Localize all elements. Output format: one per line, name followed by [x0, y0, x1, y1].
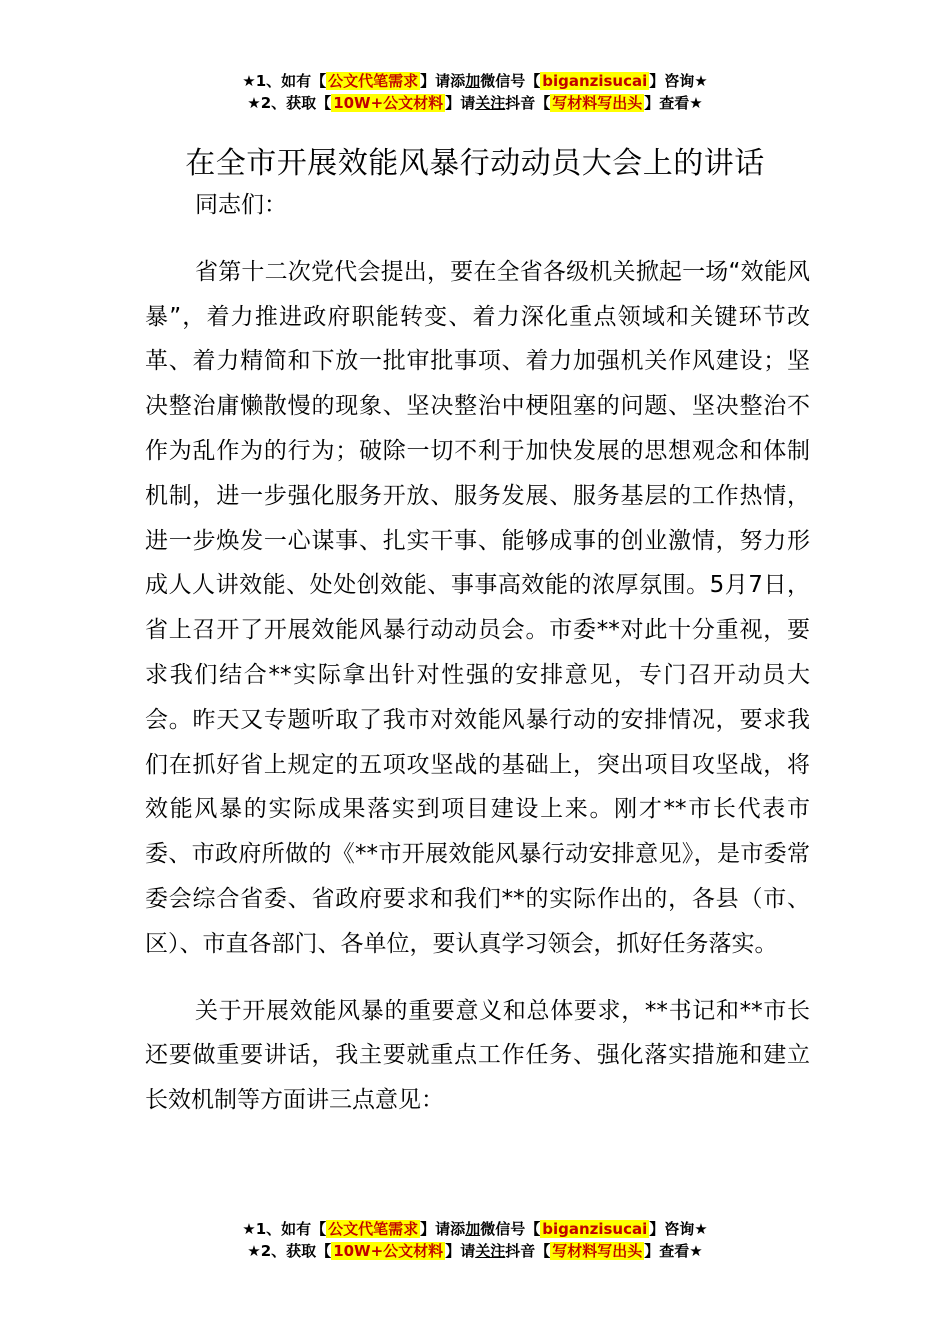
highlight-materials: 10W+公文材料 — [333, 1242, 444, 1260]
paragraph-1: 省第十二次党代会提出，要在全省各级机关掀起一场“效能风暴”，着力推进政府职能转变、着力深化重点领域和关键环节改革、着力精简和下放一批审批事项、着力加强机关作风建设；坚决整治庸懒散慢的现象、坚决整治中梗阻塞的问题、坚决整治不作为乱作为的行为；破除一切不利于加快发展的思想观念和体制机制，进一步强化服务开放、服务发展、服务基层的工作热情，进一步焕发一心谋事、扎实干事、能够成事的创业激情，努力形成人人讲效能、处处创效能、事事高效能的浓厚氛围。5月7日，省上召开了开展效能风暴行动动员会。市委**对此十分重视，要求我们结合**实际拿出针对性强的安排意见，专门召开动员大会。昨天又专题听取了我市对效能风暴行动的安排情况，要求我们在抓好省上规定的五项攻坚战的基础上，突出项目攻坚战，将效能风暴的实际成果落实到项目建设上来。刚才**市长代表市委、市政府所做的《**市开展效能风暴行动安排意见》，是市委常委会综合省委、省政府要求和我们**的实际作出的，各县（市、区）、市直各部门、各单位，要认真学习领会，抓好任务落实。 — [145, 258, 810, 957]
document-body — [145, 183, 810, 1145]
document-title: 在全市开展效能风暴行动动员大会上的讲话 — [185, 146, 765, 182]
highlight-ghostwriting: 公文代笔需求 — [328, 72, 419, 90]
promo-banner-bottom — [0, 1218, 950, 1262]
promo-line-2: ★2、获取【 10W+公文材料 】请关注抖音【 写材料写出头 】查看★ — [247, 1242, 703, 1260]
promo-line-2: ★2、获取【 10W+公文材料 】请关注抖音【 写材料写出头 】查看★ — [247, 94, 703, 112]
paragraph-2: 关于开展效能风暴的重要意义和总体要求，**书记和**市长还要做重要讲话，我主要就重点工作任务、强化落实措施和建立长效机制等方面讲三点意见： — [145, 997, 810, 1114]
promo-line-1: ★1、如有【 公文代笔需求 】请添加微信号【 biganzisucai 】咨询★ — [242, 72, 708, 90]
promo-banner-top — [0, 70, 950, 114]
highlight-materials: 10W+公文材料 — [333, 94, 444, 112]
highlight-douyin-account: 写材料写出头 — [552, 1242, 643, 1260]
highlight-ghostwriting: 公文代笔需求 — [328, 1220, 419, 1238]
salutation: 同志们： — [195, 192, 287, 218]
highlight-wechat-id: biganzisucai — [542, 1220, 648, 1238]
promo-line-1: ★1、如有【 公文代笔需求 】请添加微信号【 biganzisucai 】咨询★ — [242, 1220, 708, 1238]
highlight-douyin-account: 写材料写出头 — [552, 94, 643, 112]
highlight-wechat-id: biganzisucai — [542, 72, 648, 90]
